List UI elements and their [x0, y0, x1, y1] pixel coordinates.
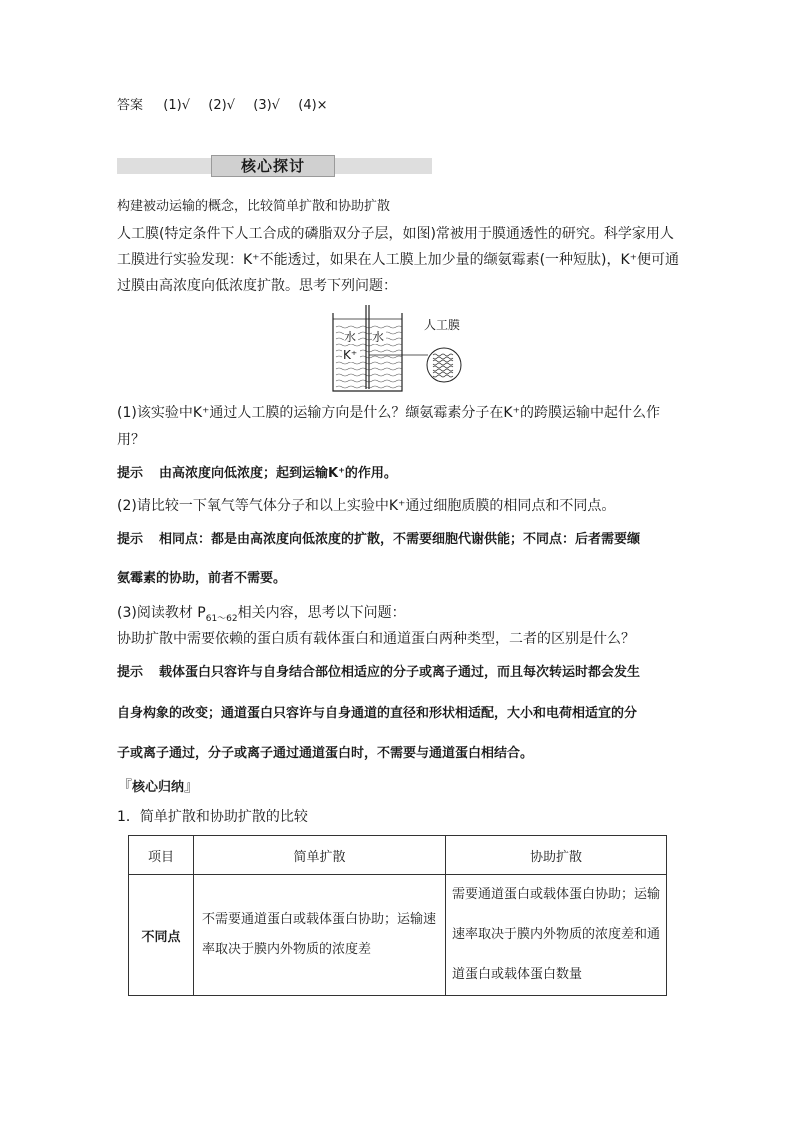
- question-1-hint: [117, 465, 397, 482]
- hint-text: 由高浓度向低浓度；起到运输K⁺的作用。: [159, 466, 397, 481]
- answer-label: 答案: [117, 98, 144, 113]
- comparison-table: [128, 835, 667, 996]
- intro-line-3: 过膜由高浓度向低浓度扩散。思考下列问题：: [117, 278, 397, 294]
- question-3-line-1: [117, 604, 406, 628]
- q3-prefix: (3)阅读教材 P: [117, 605, 206, 621]
- section-title: 核心探讨: [211, 155, 335, 177]
- question-2-hint-line-2: 氨霉素的协助，前者不需要。: [117, 571, 287, 586]
- hint-label: 提示: [117, 466, 144, 481]
- question-1-line-1: (1)该实验中K⁺通过人工膜的运输方向是什么？缬氨霉素分子在K⁺的跨膜运输中起什么作: [117, 405, 660, 421]
- question-3-hint-line-3: 子或离子通过，分子或离子通过通道蛋白时，不需要与通道蛋白相结合。: [117, 746, 534, 761]
- question-3-line-2: 协助扩散中需要依赖的蛋白质有载体蛋白和通道蛋白两种类型，二者的区别是什么？: [117, 631, 635, 647]
- question-3-hint-line-2: 自身构象的改变；通道蛋白只容许与自身通道的直径和形状相适配，大小和电荷相适宜的分: [117, 706, 638, 721]
- hint-label: 提示: [117, 532, 144, 547]
- answer-item-1: (1)√: [163, 98, 190, 113]
- cell-facilitated-text: 需要通道蛋白或载体蛋白协助；运输速率取决于膜内外物质的浓度差和通道蛋白或载体蛋白数量: [452, 887, 661, 982]
- summary-title-text: 核心归纳: [132, 780, 185, 795]
- cell-facilitated-diffusion: [446, 875, 667, 996]
- question-2-hint-line-1: [117, 531, 640, 548]
- cell-simple-diffusion: [194, 875, 446, 996]
- q3-suffix: 相关内容，思考以下问题：: [237, 605, 406, 621]
- hint-label: 提示: [117, 665, 144, 680]
- question-1-line-2: 用？: [117, 432, 145, 448]
- water-left-label: 水: [344, 330, 357, 344]
- header-item: 项目: [129, 836, 194, 875]
- header-simple-diffusion: 简单扩散: [194, 836, 446, 875]
- question-3-hint-line-1: [117, 664, 640, 681]
- answer-line: [117, 97, 328, 114]
- cell-simple-text: 不需要通道蛋白或载体蛋白协助；运输速率取决于膜内外物质的浓度差: [202, 912, 437, 957]
- topic-line: 构建被动运输的概念，比较简单扩散和协助扩散: [117, 199, 391, 214]
- hint-text: 载体蛋白只容许与自身结合部位相适应的分子或离子通过，而且每次转运时都会发生: [159, 665, 641, 680]
- answer-item-4: (4)×: [298, 98, 328, 113]
- answer-item-2: (2)√: [208, 98, 235, 113]
- intro-line-2: 工膜进行实验发现：K⁺不能透过，如果在人工膜上加少量的缬氨霉素(一种短肽)，K⁺便可通: [117, 252, 680, 268]
- hint-text: 相同点：都是由高浓度向低浓度的扩散，不需要细胞代谢供能；不同点：后者需要缬: [159, 532, 641, 547]
- k-ion-label: K⁺: [343, 348, 358, 362]
- bracket-open: 『: [117, 777, 133, 795]
- q3-page-range: 61～62: [205, 613, 238, 624]
- header-facilitated-diffusion: 协助扩散: [446, 836, 667, 875]
- bracket-close: 』: [184, 777, 200, 795]
- intro-line-1: 人工膜(特定条件下人工合成的磷脂双分子层，如图)常被用于膜通透性的研究。科学家用人: [117, 226, 674, 242]
- table-header-row: [129, 836, 667, 875]
- question-2: (2)请比较一下氧气等气体分子和以上实验中K⁺通过细胞质膜的相同点和不同点。: [117, 498, 616, 514]
- table-row: [129, 875, 667, 996]
- answer-item-3: (3)√: [253, 98, 280, 113]
- summary-title: [117, 778, 199, 796]
- membrane-label: 人工膜: [424, 318, 461, 332]
- summary-item-1: 1．简单扩散和协助扩散的比较: [117, 809, 308, 825]
- water-right-label: 水: [372, 330, 385, 344]
- row-label-differences: 不同点: [129, 875, 194, 996]
